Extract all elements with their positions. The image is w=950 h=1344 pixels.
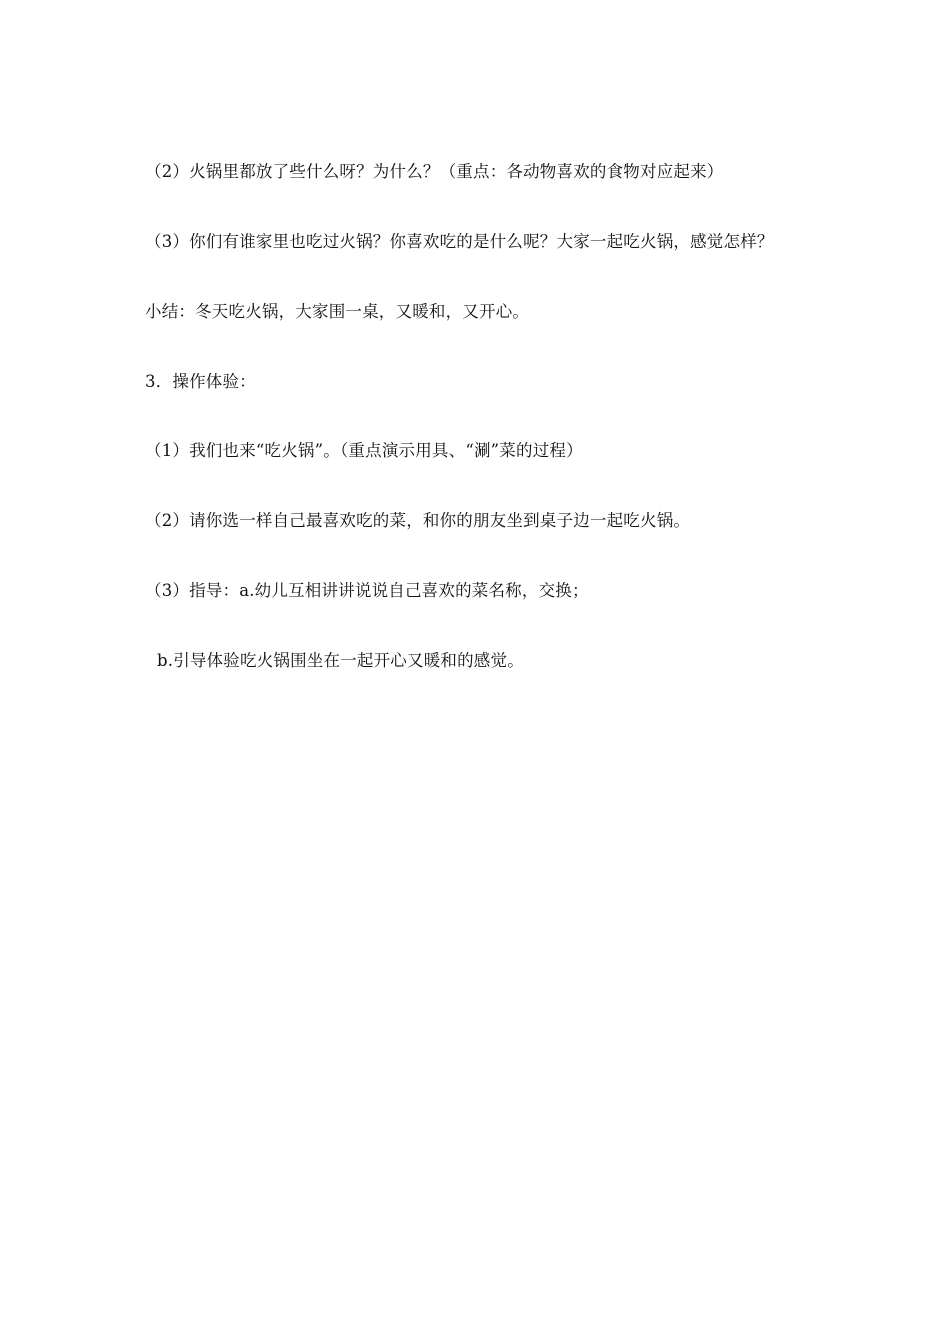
step-3b-text: b.引导体验吃火锅围坐在一起开心又暖和的感觉。 [157, 651, 524, 670]
section-3-heading: 3．操作体验： [145, 372, 256, 391]
step-1-text: （1）我们也来“吃火锅”。（重点演示用具、“涮”菜的过程） [145, 441, 583, 460]
question-3-text: （3）你们有谁家里也吃过火锅？你喜欢吃的是什么呢？大家一起吃火锅，感觉怎样？ [145, 232, 774, 251]
step-3-text: （3）指导：a.幼儿互相讲讲说说自己喜欢的菜名称，交换； [145, 581, 589, 600]
step-2-text: （2）请你选一样自己最喜欢吃的菜，和你的朋友坐到桌子边一起吃火锅。 [145, 511, 691, 530]
summary-text: 小结：冬天吃火锅，大家围一桌，又暖和，又开心。 [145, 302, 530, 321]
question-2-text: （2）火锅里都放了些什么呀？为什么？（重点：各动物喜欢的食物对应起来） [145, 162, 724, 181]
